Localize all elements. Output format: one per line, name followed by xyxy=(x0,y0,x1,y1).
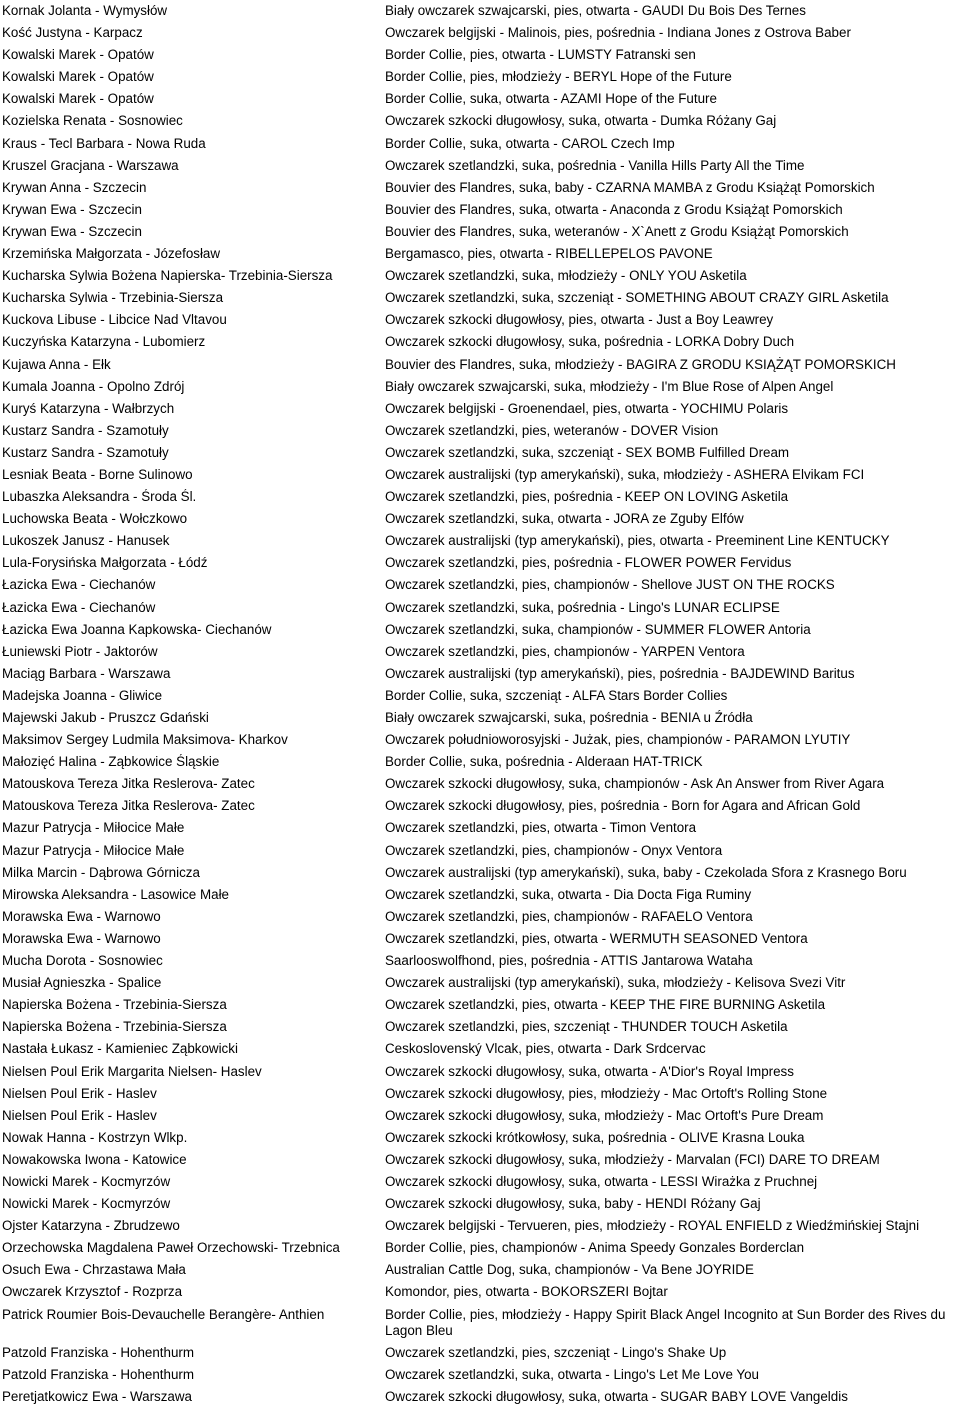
list-item xyxy=(0,1149,960,1171)
list-item xyxy=(0,906,960,928)
owner-name: Nielsen Poul Erik - Haslev xyxy=(2,1085,157,1101)
dog-entry: Bouvier des Flandres, suka, baby - CZARNA MAMBA z Grodu Książąt Pomorskich xyxy=(385,179,875,195)
dog-entry: Owczarek australijski (typ amerykański), pies, pośrednia - BAJDEWIND Baritus xyxy=(385,665,855,681)
dog-entry: Owczarek szkocki długowłosy, suka, młodzieży - Mac Ortoft's Pure Dream xyxy=(385,1107,824,1123)
dog-entry: Border Collie, pies, championów - Anima Speedy Gonzales Borderclan xyxy=(385,1240,805,1256)
dog-entry: Owczarek szetlandzki, suka, szczeniąt - SEX BOMB Fulfilled Dream xyxy=(385,444,790,460)
list-item xyxy=(0,1016,960,1038)
dog-entry: Owczarek australijski (typ amerykański), suka, młodzieży - ASHERA Elvikam FCI xyxy=(385,466,865,482)
owner-name: Madejska Joanna - Gliwice xyxy=(2,687,163,703)
dog-entry: Owczarek szetlandzki, pies, pośrednia - FLOWER POWER Fervidus xyxy=(385,555,792,571)
owner-name: Nowicki Marek - Kocmyrzów xyxy=(2,1173,171,1189)
dog-entry: Saarlooswolfhond, pies, pośrednia - ATTIS Jantarowa Wataha xyxy=(385,953,753,969)
owner-name: Milka Marcin - Dąbrowa Górnicza xyxy=(2,864,200,880)
dog-entry: Owczarek szetlandzki, suka, championów - SUMMER FLOWER Antoria xyxy=(385,621,811,637)
dog-entry: Owczarek szetlandzki, pies, szczeniąt - THUNDER TOUCH Asketila xyxy=(385,1019,788,1035)
list-item xyxy=(0,331,960,353)
list-item xyxy=(0,420,960,442)
list-item xyxy=(0,1105,960,1127)
list-item xyxy=(0,1304,960,1343)
owner-name: Kuckova Libuse - Libcice Nad Vltavou xyxy=(2,312,227,328)
dog-entry: Owczarek szkocki długowłosy, pies, młodzieży - Mac Ortoft's Rolling Stone xyxy=(385,1085,828,1101)
dog-entry: Owczarek szkocki długowłosy, suka, championów - Ask An Answer from River Agara xyxy=(385,776,885,792)
list-item xyxy=(0,1281,960,1303)
list-item xyxy=(0,840,960,862)
dog-entry: Owczarek szetlandzki, suka, otwarta - Dia Docta Figa Ruminy xyxy=(385,886,752,902)
list-item xyxy=(0,1364,960,1386)
owner-name: Kuryś Katarzyna - Wałbrzych xyxy=(2,400,175,416)
list-item xyxy=(0,486,960,508)
owner-name: Matouskova Tereza Jitka Reslerova- Zatec xyxy=(2,798,255,814)
dog-entry: Owczarek szkocki długowłosy, suka, młodzieży - Marvalan (FCI) DARE TO DREAM xyxy=(385,1151,880,1167)
dog-entry: Owczarek szetlandzki, pies, weteranów - DOVER Vision xyxy=(385,422,719,438)
list-item xyxy=(0,110,960,132)
owner-name: Patzold Franziska - Hohenthurm xyxy=(2,1345,195,1361)
dog-entry: Owczarek szkocki długowłosy, suka, otwarta - SUGAR BABY LOVE Vangeldis xyxy=(385,1389,848,1405)
owner-name: Kustarz Sandra - Szamotuły xyxy=(2,422,169,438)
dog-entry: Border Collie, pies, młodzieży - Happy Spirit Black Angel Incognito at Sun Border des Rives du Lagon Bleu xyxy=(385,1306,946,1338)
owner-name: Krywan Ewa - Szczecin xyxy=(2,223,142,239)
owner-name: Mazur Patrycja - Miłocice Małe xyxy=(2,842,185,858)
owner-name: Nielsen Poul Erik - Haslev xyxy=(2,1107,157,1123)
dog-entry: Border Collie, pies, młodzieży - BERYL Hope of the Future xyxy=(385,69,732,85)
owner-name: Kucharska Sylwia - Trzebinia-Siersza xyxy=(2,290,224,306)
list-item xyxy=(0,619,960,641)
list-item xyxy=(0,552,960,574)
owner-name: Nowakowska Iwona - Katowice xyxy=(2,1151,187,1167)
owner-name: Kumala Joanna - Opolno Zdrój xyxy=(2,378,185,394)
owner-name: Kowalski Marek - Opatów xyxy=(2,47,154,63)
list-item xyxy=(0,22,960,44)
dog-entry: Owczarek szkocki długowłosy, pies, pośrednia - Born for Agara and African Gold xyxy=(385,798,861,814)
list-item xyxy=(0,1259,960,1281)
list-item xyxy=(0,994,960,1016)
dog-entry: Bergamasco, pies, otwarta - RIBELLEPELOS PAVONE xyxy=(385,246,713,262)
owner-name: Kowalski Marek - Opatów xyxy=(2,91,154,107)
owner-name: Luchowska Beata - Wołczkowo xyxy=(2,511,188,527)
list-item xyxy=(0,1193,960,1215)
owner-name: Patzold Franziska - Hohenthurm xyxy=(2,1367,195,1383)
owner-name: Łazicka Ewa Joanna Kapkowska- Ciechanów xyxy=(2,621,272,637)
owner-name: Kruszel Gracjana - Warszawa xyxy=(2,157,179,173)
dog-entry: Owczarek australijski (typ amerykański), pies, otwarta - Preeminent Line KENTUCKY xyxy=(385,533,890,549)
list-item xyxy=(0,574,960,596)
list-item xyxy=(0,884,960,906)
list-item xyxy=(0,44,960,66)
dog-entry: Border Collie, pies, otwarta - LUMSTY Fatranski sen xyxy=(385,47,696,63)
dog-entry: Border Collie, suka, szczeniąt - ALFA Stars Border Collies xyxy=(385,687,728,703)
list-item xyxy=(0,1038,960,1060)
owner-name: Łuniewski Piotr - Jaktorów xyxy=(2,643,158,659)
dog-entry: Biały owczarek szwajcarski, suka, młodzieży - I'm Blue Rose of Alpen Angel xyxy=(385,378,834,394)
dog-entry: Owczarek szetlandzki, suka, pośrednia - Lingo's LUNAR ECLIPSE xyxy=(385,599,780,615)
owner-name: Mucha Dorota - Sosnowiec xyxy=(2,953,163,969)
dog-entry: Bouvier des Flandres, suka, młodzieży - BAGIRA Z GRODU KSIĄŻĄT POMORSKICH xyxy=(385,356,896,372)
dog-entry: Border Collie, suka, otwarta - AZAMI Hope of the Future xyxy=(385,91,717,107)
owner-name: Osuch Ewa - Chrzastawa Mała xyxy=(2,1262,186,1278)
list-item xyxy=(0,729,960,751)
dog-entry: Owczarek szetlandzki, suka, szczeniąt - SOMETHING ABOUT CRAZY GIRL Asketila xyxy=(385,290,889,306)
list-item xyxy=(0,1237,960,1259)
owner-name: Łazicka Ewa - Ciechanów xyxy=(2,577,156,593)
dog-entry: Owczarek południoworosyjski - Jużak, pies, championów - PARAMON LYUTIY xyxy=(385,732,851,748)
list-item xyxy=(0,862,960,884)
list-item xyxy=(0,972,960,994)
dog-entry: Australian Cattle Dog, suka, championów - Va Bene JOYRIDE xyxy=(385,1262,754,1278)
dog-entry: Owczarek szkocki długowłosy, suka, otwarta - Dumka Różany Gaj xyxy=(385,113,777,129)
dog-entry: Komondor, pies, otwarta - BOKORSZERI Bojtar xyxy=(385,1284,668,1300)
owner-name: Lubaszka Aleksandra - Środa Śl. xyxy=(2,489,197,505)
dog-entry: Owczarek szkocki długowłosy, suka, pośrednia - LORKA Dobry Duch xyxy=(385,334,795,350)
dog-entry: Owczarek szetlandzki, pies, pośrednia - KEEP ON LOVING Asketila xyxy=(385,489,789,505)
list-item xyxy=(0,707,960,729)
owner-name: Kość Justyna - Karpacz xyxy=(2,25,143,41)
owner-name: Nielsen Poul Erik Margarita Nielsen- Haslev xyxy=(2,1063,262,1079)
list-item xyxy=(0,795,960,817)
list-item xyxy=(0,751,960,773)
list-item xyxy=(0,88,960,110)
list-item xyxy=(0,243,960,265)
dog-entry: Owczarek szetlandzki, pies, championów - RAFAELO Ventora xyxy=(385,908,753,924)
list-item xyxy=(0,1215,960,1237)
dog-entry: Owczarek szetlandzki, suka, pośrednia - Vanilla Hills Party All the Time xyxy=(385,157,805,173)
list-item xyxy=(0,1171,960,1193)
dog-entry: Owczarek szetlandzki, pies, championów - Onyx Ventora xyxy=(385,842,723,858)
list-item xyxy=(0,221,960,243)
dog-entry: Owczarek szkocki długowłosy, suka, otwarta - LESSI Wirażka z Pruchnej xyxy=(385,1173,818,1189)
owner-name: Owczarek Krzysztof - Rozprza xyxy=(2,1284,183,1300)
list-item xyxy=(0,1386,960,1408)
dog-entry: Owczarek szetlandzki, pies, championów - Shellove JUST ON THE ROCKS xyxy=(385,577,835,593)
dog-entry: Owczarek szkocki długowłosy, pies, otwarta - Just a Boy Leawrey xyxy=(385,312,774,328)
dog-entry: Owczarek szetlandzki, pies, szczeniąt - Lingo's Shake Up xyxy=(385,1345,727,1361)
dog-entry: Owczarek szkocki długowłosy, suka, otwarta - A'Dior's Royal Impress xyxy=(385,1063,794,1079)
owner-name: Musiał Agnieszka - Spalice xyxy=(2,975,162,991)
dog-entry: Owczarek szetlandzki, suka, młodzieży - ONLY YOU Asketila xyxy=(385,268,747,284)
list-item xyxy=(0,685,960,707)
list-item xyxy=(0,133,960,155)
dog-entry: Owczarek szetlandzki, suka, otwarta - Lingo's Let Me Love You xyxy=(385,1367,759,1383)
list-item xyxy=(0,354,960,376)
owner-name: Krywan Ewa - Szczecin xyxy=(2,201,142,217)
dog-entry: Owczarek szetlandzki, pies, otwarta - WERMUTH SEASONED Ventora xyxy=(385,930,808,946)
list-item xyxy=(0,199,960,221)
owner-name: Kujawa Anna - Ełk xyxy=(2,356,111,372)
dog-entry: Owczarek australijski (typ amerykański), suka, młodzieży - Kelisova Svezi Vitr xyxy=(385,975,846,991)
dog-entry: Owczarek szetlandzki, suka, otwarta - JORA ze Zguby Elfów xyxy=(385,511,744,527)
dog-entry: Owczarek szkocki długowłosy, suka, baby - HENDI Różany Gaj xyxy=(385,1196,761,1212)
dog-entry: Owczarek australijski (typ amerykański), suka, baby - Czekolada Sfora z Krasnego Boru xyxy=(385,864,907,880)
owner-name: Nastała Łukasz - Kamieniec Ząbkowicki xyxy=(2,1041,238,1057)
owner-name: Lesniak Beata - Borne Sulinowo xyxy=(2,466,193,482)
dog-entry: Bouvier des Flandres, suka, otwarta - Anaconda z Grodu Książąt Pomorskich xyxy=(385,201,843,217)
owner-name: Kozielska Renata - Sosnowiec xyxy=(2,113,183,129)
list-item xyxy=(0,155,960,177)
dog-entry: Owczarek szetlandzki, pies, otwarta - KEEP THE FIRE BURNING Asketila xyxy=(385,997,826,1013)
owner-name: Nowicki Marek - Kocmyrzów xyxy=(2,1196,171,1212)
dog-entry: Owczarek szkocki krótkowłosy, suka, pośrednia - OLIVE Krasna Louka xyxy=(385,1129,805,1145)
list-item xyxy=(0,1083,960,1105)
owner-name: Krzemińska Małgorzata - Józefosław xyxy=(2,246,221,262)
owner-name: Morawska Ewa - Warnowo xyxy=(2,930,161,946)
list-item xyxy=(0,950,960,972)
list-item xyxy=(0,508,960,530)
list-item xyxy=(0,0,960,22)
list-item xyxy=(0,1342,960,1364)
list-item xyxy=(0,663,960,685)
list-item xyxy=(0,177,960,199)
list-item xyxy=(0,66,960,88)
owner-name: Peretjatkowicz Ewa - Warszawa xyxy=(2,1389,192,1405)
owner-name: Patrick Roumier Bois-Devauchelle Berangère- Anthien xyxy=(2,1306,325,1322)
owner-name: Kraus - Tecl Barbara - Nowa Ruda xyxy=(2,135,206,151)
owner-name: Krywan Anna - Szczecin xyxy=(2,179,147,195)
owner-name: Kustarz Sandra - Szamotuły xyxy=(2,444,169,460)
owner-name: Łazicka Ewa - Ciechanów xyxy=(2,599,156,615)
owner-name: Kucharska Sylwia Bożena Napierska- Trzebinia-Siersza xyxy=(2,268,333,284)
owner-name: Kowalski Marek - Opatów xyxy=(2,69,154,85)
list-item xyxy=(0,265,960,287)
list-item xyxy=(0,442,960,464)
dog-entry: Biały owczarek szwajcarski, pies, otwarta - GAUDI Du Bois Des Ternes xyxy=(385,3,806,18)
dog-entry: Owczarek szetlandzki, pies, otwarta - Timon Ventora xyxy=(385,820,697,836)
owner-name: Matouskova Tereza Jitka Reslerova- Zatec xyxy=(2,776,255,792)
owner-name: Napierska Bożena - Trzebinia-Siersza xyxy=(2,1019,227,1035)
list-item xyxy=(0,1061,960,1083)
dog-entry: Owczarek belgijski - Malinois, pies, pośrednia - Indiana Jones z Ostrova Baber xyxy=(385,25,851,41)
list-item xyxy=(0,464,960,486)
owner-name: Napierska Bożena - Trzebinia-Siersza xyxy=(2,997,227,1013)
list-item xyxy=(0,928,960,950)
list-item xyxy=(0,287,960,309)
owner-name: Nowak Hanna - Kostrzyn Wlkp. xyxy=(2,1129,188,1145)
owner-name: Mirowska Aleksandra - Lasowice Małe xyxy=(2,886,229,902)
list-item xyxy=(0,817,960,839)
list-item xyxy=(0,1127,960,1149)
dog-entry: Owczarek szetlandzki, pies, championów - YARPEN Ventora xyxy=(385,643,745,659)
owner-name: Lukoszek Janusz - Hanusek xyxy=(2,533,170,549)
list-item xyxy=(0,641,960,663)
dog-entry: Owczarek belgijski - Groenendael, pies, otwarta - YOCHIMU Polaris xyxy=(385,400,789,416)
list-item xyxy=(0,376,960,398)
owner-name: Orzechowska Magdalena Paweł Orzechowski- Trzebnica xyxy=(2,1240,340,1256)
dog-entry: Ceskoslovenský Vlcak, pies, otwarta - Dark Srdcervac xyxy=(385,1041,706,1057)
owner-name: Maciąg Barbara - Warszawa xyxy=(2,665,171,681)
list-item xyxy=(0,597,960,619)
dog-entry: Biały owczarek szwajcarski, suka, pośrednia - BENIA u Źródła xyxy=(385,710,753,725)
dog-entry: Border Collie, suka, otwarta - CAROL Czech Imp xyxy=(385,135,675,151)
owner-name: Ojster Katarzyna - Zbrudzewo xyxy=(2,1218,180,1234)
list-item xyxy=(0,773,960,795)
list-item xyxy=(0,530,960,552)
owner-name: Małozięć Halina - Ząbkowice Śląskie xyxy=(2,754,220,770)
owner-name: Lula-Forysińska Małgorzata - Łódź xyxy=(2,555,208,571)
owner-name: Mazur Patrycja - Miłocice Małe xyxy=(2,820,185,836)
owner-name: Morawska Ewa - Warnowo xyxy=(2,908,161,924)
dog-entry: Owczarek belgijski - Tervueren, pies, młodzieży - ROYAL ENFIELD z Wiedźmińskiej Stajni xyxy=(385,1218,920,1234)
list-item xyxy=(0,309,960,331)
owner-name: Majewski Jakub - Pruszcz Gdański xyxy=(2,710,209,725)
owner-name: Kuczyńska Katarzyna - Lubomierz xyxy=(2,334,206,350)
list-item xyxy=(0,398,960,420)
dog-entry: Border Collie, suka, pośrednia - Alderaan HAT-TRICK xyxy=(385,754,703,770)
dog-entry: Bouvier des Flandres, suka, weteranów - X`Anett z Grodu Książąt Pomorskich xyxy=(385,223,849,239)
owner-name: Kornak Jolanta - Wymysłów xyxy=(2,3,168,18)
owner-name: Maksimov Sergey Ludmila Maksimova- Kharkov xyxy=(2,732,288,748)
